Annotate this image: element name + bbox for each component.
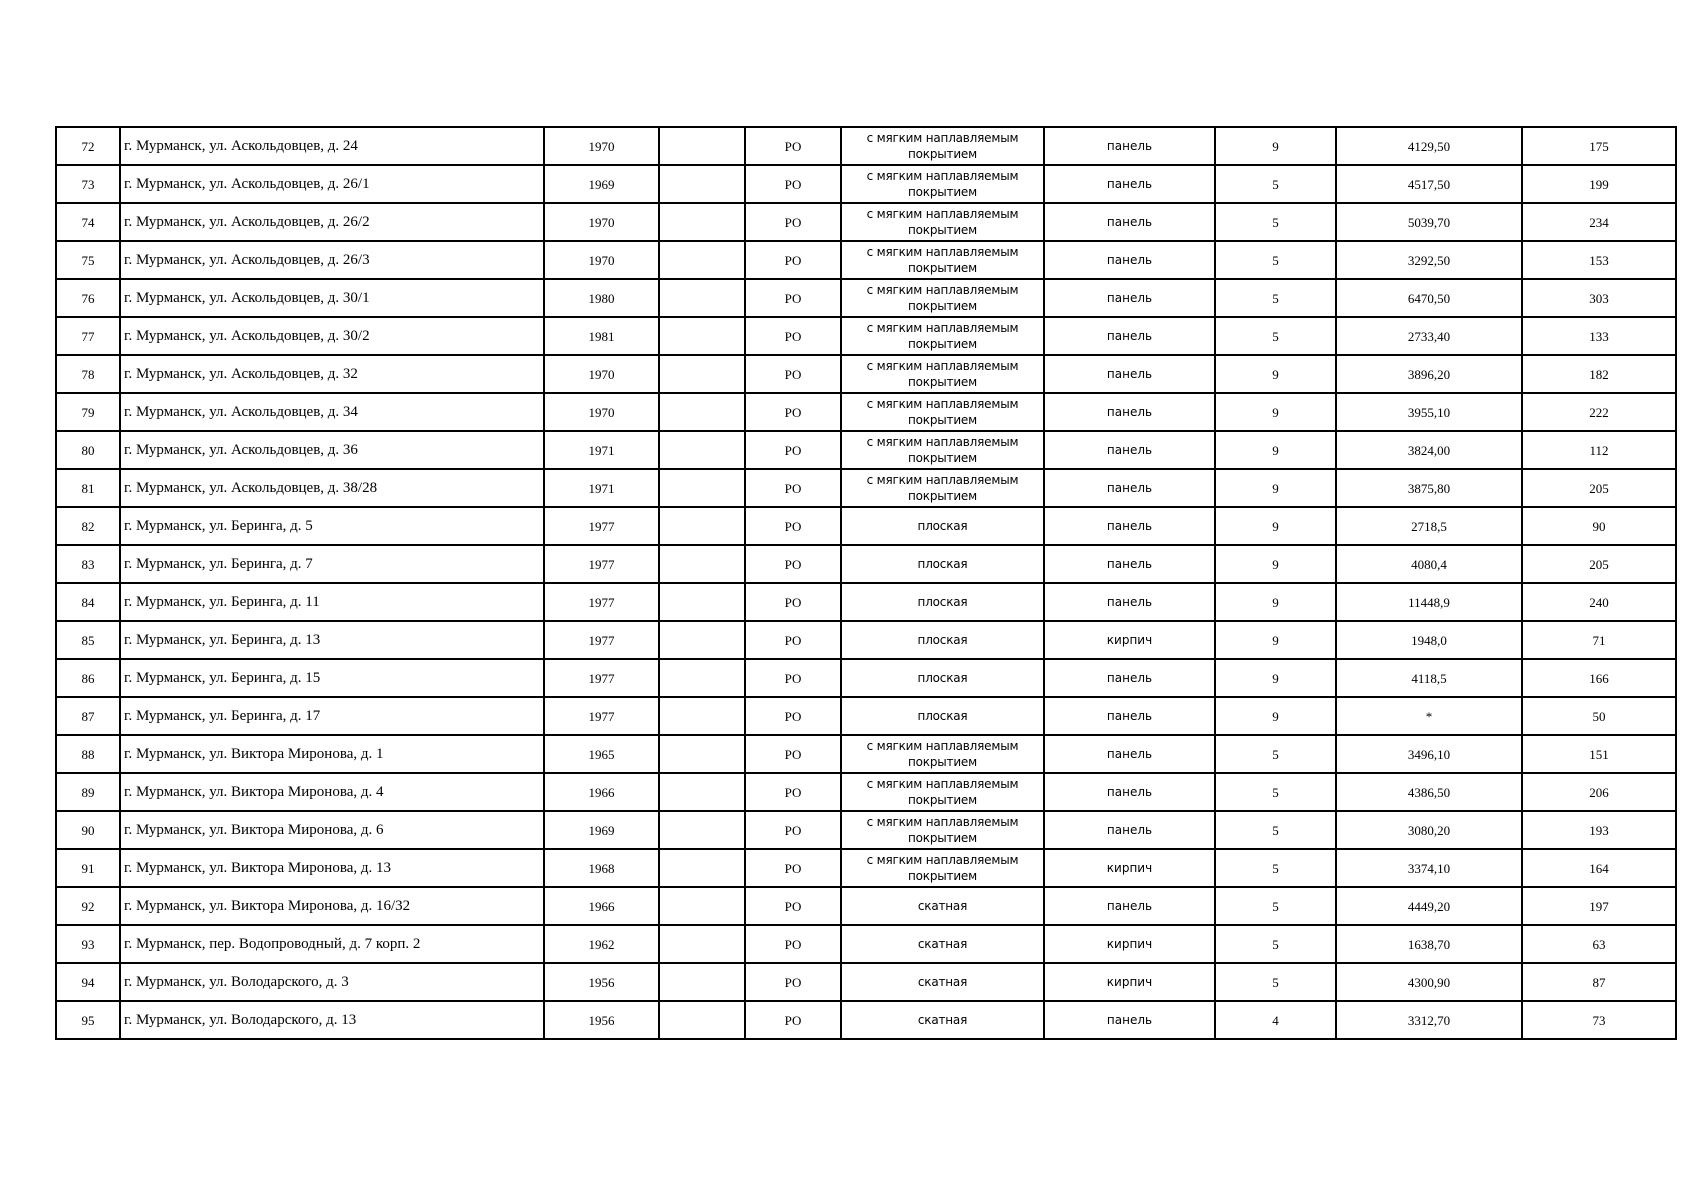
- year-cell: 1971: [544, 469, 659, 507]
- table-row: [56, 469, 1676, 507]
- roof-type-cell: плоская: [841, 583, 1044, 621]
- address-cell: г. Мурманск, ул. Аскольдовцев, д. 26/3: [120, 241, 544, 279]
- address-cell: г. Мурманск, ул. Виктора Миронова, д. 13: [120, 849, 544, 887]
- table-row: [56, 355, 1676, 393]
- year-cell: 1970: [544, 203, 659, 241]
- address-cell: г. Мурманск, ул. Виктора Миронова, д. 16/32: [120, 887, 544, 925]
- roof-type-cell: с мягким наплавляемым покрытием: [841, 811, 1044, 849]
- table-row: [56, 659, 1676, 697]
- roof-type-cell: с мягким наплавляемым покрытием: [841, 469, 1044, 507]
- table-row: [56, 811, 1676, 849]
- area-cell: 5039,70: [1336, 203, 1522, 241]
- wall-material-cell: панель: [1044, 545, 1215, 583]
- empty-cell: [659, 887, 745, 925]
- floors-cell: 5: [1215, 203, 1336, 241]
- empty-cell: [659, 241, 745, 279]
- year-cell: 1956: [544, 1001, 659, 1039]
- wall-material-cell: панель: [1044, 431, 1215, 469]
- table-row: [56, 165, 1676, 203]
- row-number-cell: 87: [56, 697, 120, 735]
- empty-cell: [659, 165, 745, 203]
- year-cell: 1970: [544, 355, 659, 393]
- table-row: [56, 925, 1676, 963]
- residents-cell: 175: [1522, 127, 1676, 165]
- area-cell: 4300,90: [1336, 963, 1522, 1001]
- roof-type-cell: с мягким наплавляемым покрытием: [841, 849, 1044, 887]
- table-row: [56, 431, 1676, 469]
- empty-cell: [659, 963, 745, 1001]
- empty-cell: [659, 735, 745, 773]
- wall-material-cell: кирпич: [1044, 963, 1215, 1001]
- year-cell: 1977: [544, 507, 659, 545]
- address-cell: г. Мурманск, ул. Беринга, д. 11: [120, 583, 544, 621]
- empty-cell: [659, 925, 745, 963]
- fund-cell: РО: [745, 735, 841, 773]
- year-cell: 1980: [544, 279, 659, 317]
- area-cell: *: [1336, 697, 1522, 735]
- address-cell: г. Мурманск, ул. Аскольдовцев, д. 24: [120, 127, 544, 165]
- roof-type-cell: с мягким наплавляемым покрытием: [841, 431, 1044, 469]
- row-number-cell: 74: [56, 203, 120, 241]
- table-row: [56, 507, 1676, 545]
- address-cell: г. Мурманск, ул. Виктора Миронова, д. 1: [120, 735, 544, 773]
- area-cell: 1638,70: [1336, 925, 1522, 963]
- floors-cell: 9: [1215, 621, 1336, 659]
- floors-cell: 9: [1215, 393, 1336, 431]
- address-cell: г. Мурманск, ул. Беринга, д. 17: [120, 697, 544, 735]
- table-body: [56, 127, 1676, 1039]
- table-row: [56, 545, 1676, 583]
- residents-cell: 193: [1522, 811, 1676, 849]
- wall-material-cell: панель: [1044, 887, 1215, 925]
- row-number-cell: 82: [56, 507, 120, 545]
- wall-material-cell: панель: [1044, 583, 1215, 621]
- year-cell: 1968: [544, 849, 659, 887]
- fund-cell: РО: [745, 621, 841, 659]
- row-number-cell: 88: [56, 735, 120, 773]
- residents-cell: 206: [1522, 773, 1676, 811]
- floors-cell: 9: [1215, 507, 1336, 545]
- floors-cell: 5: [1215, 735, 1336, 773]
- address-cell: г. Мурманск, ул. Беринга, д. 7: [120, 545, 544, 583]
- address-cell: г. Мурманск, ул. Аскольдовцев, д. 30/2: [120, 317, 544, 355]
- year-cell: 1970: [544, 393, 659, 431]
- address-cell: г. Мурманск, ул. Беринга, д. 13: [120, 621, 544, 659]
- area-cell: 1948,0: [1336, 621, 1522, 659]
- roof-type-cell: с мягким наплавляемым покрытием: [841, 165, 1044, 203]
- roof-type-cell: с мягким наплавляемым покрытием: [841, 203, 1044, 241]
- address-cell: г. Мурманск, ул. Аскольдовцев, д. 38/28: [120, 469, 544, 507]
- empty-cell: [659, 621, 745, 659]
- empty-cell: [659, 545, 745, 583]
- fund-cell: РО: [745, 203, 841, 241]
- table-row: [56, 697, 1676, 735]
- roof-type-cell: плоская: [841, 545, 1044, 583]
- residents-cell: 303: [1522, 279, 1676, 317]
- address-cell: г. Мурманск, пер. Водопроводный, д. 7 корп. 2: [120, 925, 544, 963]
- row-number-cell: 89: [56, 773, 120, 811]
- empty-cell: [659, 279, 745, 317]
- year-cell: 1966: [544, 887, 659, 925]
- address-cell: г. Мурманск, ул. Володарского, д. 13: [120, 1001, 544, 1039]
- fund-cell: РО: [745, 849, 841, 887]
- area-cell: 4129,50: [1336, 127, 1522, 165]
- roof-type-cell: скатная: [841, 887, 1044, 925]
- roof-type-cell: с мягким наплавляемым покрытием: [841, 279, 1044, 317]
- residents-cell: 151: [1522, 735, 1676, 773]
- wall-material-cell: панель: [1044, 127, 1215, 165]
- year-cell: 1965: [544, 735, 659, 773]
- roof-type-cell: скатная: [841, 963, 1044, 1001]
- row-number-cell: 93: [56, 925, 120, 963]
- table-row: [56, 773, 1676, 811]
- fund-cell: РО: [745, 545, 841, 583]
- area-cell: 3955,10: [1336, 393, 1522, 431]
- row-number-cell: 78: [56, 355, 120, 393]
- table-row: [56, 127, 1676, 165]
- year-cell: 1971: [544, 431, 659, 469]
- empty-cell: [659, 127, 745, 165]
- floors-cell: 5: [1215, 773, 1336, 811]
- fund-cell: РО: [745, 1001, 841, 1039]
- roof-type-cell: с мягким наплавляемым покрытием: [841, 241, 1044, 279]
- residents-cell: 73: [1522, 1001, 1676, 1039]
- floors-cell: 9: [1215, 583, 1336, 621]
- roof-type-cell: с мягким наплавляемым покрытием: [841, 127, 1044, 165]
- table-row: [56, 317, 1676, 355]
- residents-cell: 166: [1522, 659, 1676, 697]
- fund-cell: РО: [745, 963, 841, 1001]
- year-cell: 1969: [544, 165, 659, 203]
- floors-cell: 9: [1215, 355, 1336, 393]
- wall-material-cell: панель: [1044, 393, 1215, 431]
- floors-cell: 5: [1215, 887, 1336, 925]
- table-row: [56, 735, 1676, 773]
- row-number-cell: 75: [56, 241, 120, 279]
- year-cell: 1970: [544, 127, 659, 165]
- area-cell: 2733,40: [1336, 317, 1522, 355]
- area-cell: 4118,5: [1336, 659, 1522, 697]
- floors-cell: 5: [1215, 849, 1336, 887]
- fund-cell: РО: [745, 469, 841, 507]
- residents-cell: 164: [1522, 849, 1676, 887]
- row-number-cell: 95: [56, 1001, 120, 1039]
- residents-cell: 87: [1522, 963, 1676, 1001]
- row-number-cell: 72: [56, 127, 120, 165]
- residents-cell: 50: [1522, 697, 1676, 735]
- empty-cell: [659, 697, 745, 735]
- wall-material-cell: панель: [1044, 279, 1215, 317]
- residents-cell: 112: [1522, 431, 1676, 469]
- empty-cell: [659, 811, 745, 849]
- floors-cell: 9: [1215, 431, 1336, 469]
- row-number-cell: 92: [56, 887, 120, 925]
- roof-type-cell: с мягким наплавляемым покрытием: [841, 317, 1044, 355]
- floors-cell: 9: [1215, 127, 1336, 165]
- year-cell: 1966: [544, 773, 659, 811]
- empty-cell: [659, 469, 745, 507]
- area-cell: 11448,9: [1336, 583, 1522, 621]
- table-row: [56, 203, 1676, 241]
- fund-cell: РО: [745, 355, 841, 393]
- floors-cell: 9: [1215, 545, 1336, 583]
- empty-cell: [659, 849, 745, 887]
- residents-cell: 90: [1522, 507, 1676, 545]
- year-cell: 1981: [544, 317, 659, 355]
- empty-cell: [659, 1001, 745, 1039]
- area-cell: 2718,5: [1336, 507, 1522, 545]
- fund-cell: РО: [745, 507, 841, 545]
- floors-cell: 4: [1215, 1001, 1336, 1039]
- address-cell: г. Мурманск, ул. Виктора Миронова, д. 6: [120, 811, 544, 849]
- residents-cell: 153: [1522, 241, 1676, 279]
- address-cell: г. Мурманск, ул. Аскольдовцев, д. 30/1: [120, 279, 544, 317]
- area-cell: 4449,20: [1336, 887, 1522, 925]
- table-row: [56, 963, 1676, 1001]
- table-row: [56, 1001, 1676, 1039]
- year-cell: 1970: [544, 241, 659, 279]
- roof-type-cell: плоская: [841, 507, 1044, 545]
- fund-cell: РО: [745, 279, 841, 317]
- fund-cell: РО: [745, 241, 841, 279]
- fund-cell: РО: [745, 583, 841, 621]
- year-cell: 1969: [544, 811, 659, 849]
- roof-type-cell: плоская: [841, 621, 1044, 659]
- area-cell: 3496,10: [1336, 735, 1522, 773]
- wall-material-cell: кирпич: [1044, 849, 1215, 887]
- residents-cell: 205: [1522, 545, 1676, 583]
- empty-cell: [659, 431, 745, 469]
- area-cell: 4080,4: [1336, 545, 1522, 583]
- fund-cell: РО: [745, 659, 841, 697]
- fund-cell: РО: [745, 811, 841, 849]
- area-cell: 4517,50: [1336, 165, 1522, 203]
- row-number-cell: 77: [56, 317, 120, 355]
- wall-material-cell: панель: [1044, 1001, 1215, 1039]
- year-cell: 1977: [544, 545, 659, 583]
- empty-cell: [659, 355, 745, 393]
- table-row: [56, 241, 1676, 279]
- year-cell: 1977: [544, 583, 659, 621]
- fund-cell: РО: [745, 431, 841, 469]
- wall-material-cell: панель: [1044, 507, 1215, 545]
- fund-cell: РО: [745, 887, 841, 925]
- row-number-cell: 84: [56, 583, 120, 621]
- area-cell: 3896,20: [1336, 355, 1522, 393]
- residents-cell: 71: [1522, 621, 1676, 659]
- wall-material-cell: панель: [1044, 811, 1215, 849]
- residents-cell: 222: [1522, 393, 1676, 431]
- table-row: [56, 583, 1676, 621]
- row-number-cell: 94: [56, 963, 120, 1001]
- wall-material-cell: панель: [1044, 735, 1215, 773]
- address-cell: г. Мурманск, ул. Виктора Миронова, д. 4: [120, 773, 544, 811]
- roof-type-cell: с мягким наплавляемым покрытием: [841, 393, 1044, 431]
- area-cell: 3374,10: [1336, 849, 1522, 887]
- wall-material-cell: панель: [1044, 317, 1215, 355]
- table-row: [56, 279, 1676, 317]
- floors-cell: 5: [1215, 811, 1336, 849]
- area-cell: 3312,70: [1336, 1001, 1522, 1039]
- floors-cell: 5: [1215, 165, 1336, 203]
- empty-cell: [659, 507, 745, 545]
- table-row: [56, 887, 1676, 925]
- roof-type-cell: плоская: [841, 659, 1044, 697]
- address-cell: г. Мурманск, ул. Аскольдовцев, д. 26/1: [120, 165, 544, 203]
- area-cell: 4386,50: [1336, 773, 1522, 811]
- housing-registry-table: [55, 126, 1677, 1040]
- table-row: [56, 849, 1676, 887]
- residents-cell: 240: [1522, 583, 1676, 621]
- year-cell: 1956: [544, 963, 659, 1001]
- empty-cell: [659, 393, 745, 431]
- roof-type-cell: скатная: [841, 925, 1044, 963]
- residents-cell: 133: [1522, 317, 1676, 355]
- floors-cell: 9: [1215, 469, 1336, 507]
- fund-cell: РО: [745, 317, 841, 355]
- empty-cell: [659, 773, 745, 811]
- row-number-cell: 85: [56, 621, 120, 659]
- address-cell: г. Мурманск, ул. Володарского, д. 3: [120, 963, 544, 1001]
- fund-cell: РО: [745, 127, 841, 165]
- floors-cell: 9: [1215, 659, 1336, 697]
- wall-material-cell: кирпич: [1044, 925, 1215, 963]
- row-number-cell: 73: [56, 165, 120, 203]
- row-number-cell: 86: [56, 659, 120, 697]
- row-number-cell: 83: [56, 545, 120, 583]
- table-row: [56, 621, 1676, 659]
- residents-cell: 63: [1522, 925, 1676, 963]
- wall-material-cell: панель: [1044, 203, 1215, 241]
- wall-material-cell: кирпич: [1044, 621, 1215, 659]
- address-cell: г. Мурманск, ул. Аскольдовцев, д. 26/2: [120, 203, 544, 241]
- wall-material-cell: панель: [1044, 241, 1215, 279]
- floors-cell: 5: [1215, 925, 1336, 963]
- address-cell: г. Мурманск, ул. Аскольдовцев, д. 36: [120, 431, 544, 469]
- residents-cell: 182: [1522, 355, 1676, 393]
- wall-material-cell: панель: [1044, 165, 1215, 203]
- address-cell: г. Мурманск, ул. Аскольдовцев, д. 34: [120, 393, 544, 431]
- floors-cell: 5: [1215, 241, 1336, 279]
- area-cell: 3080,20: [1336, 811, 1522, 849]
- residents-cell: 234: [1522, 203, 1676, 241]
- fund-cell: РО: [745, 393, 841, 431]
- empty-cell: [659, 583, 745, 621]
- address-cell: г. Мурманск, ул. Беринга, д. 5: [120, 507, 544, 545]
- row-number-cell: 81: [56, 469, 120, 507]
- wall-material-cell: панель: [1044, 469, 1215, 507]
- year-cell: 1962: [544, 925, 659, 963]
- wall-material-cell: панель: [1044, 697, 1215, 735]
- floors-cell: 5: [1215, 317, 1336, 355]
- fund-cell: РО: [745, 925, 841, 963]
- roof-type-cell: с мягким наплавляемым покрытием: [841, 773, 1044, 811]
- address-cell: г. Мурманск, ул. Беринга, д. 15: [120, 659, 544, 697]
- floors-cell: 9: [1215, 697, 1336, 735]
- table-row: [56, 393, 1676, 431]
- row-number-cell: 90: [56, 811, 120, 849]
- area-cell: 3292,50: [1336, 241, 1522, 279]
- residents-cell: 197: [1522, 887, 1676, 925]
- year-cell: 1977: [544, 659, 659, 697]
- wall-material-cell: панель: [1044, 659, 1215, 697]
- row-number-cell: 79: [56, 393, 120, 431]
- floors-cell: 5: [1215, 279, 1336, 317]
- wall-material-cell: панель: [1044, 355, 1215, 393]
- fund-cell: РО: [745, 165, 841, 203]
- area-cell: 3875,80: [1336, 469, 1522, 507]
- empty-cell: [659, 317, 745, 355]
- empty-cell: [659, 659, 745, 697]
- area-cell: 6470,50: [1336, 279, 1522, 317]
- residents-cell: 205: [1522, 469, 1676, 507]
- residents-cell: 199: [1522, 165, 1676, 203]
- empty-cell: [659, 203, 745, 241]
- roof-type-cell: скатная: [841, 1001, 1044, 1039]
- row-number-cell: 91: [56, 849, 120, 887]
- year-cell: 1977: [544, 621, 659, 659]
- roof-type-cell: с мягким наплавляемым покрытием: [841, 735, 1044, 773]
- fund-cell: РО: [745, 697, 841, 735]
- row-number-cell: 76: [56, 279, 120, 317]
- area-cell: 3824,00: [1336, 431, 1522, 469]
- row-number-cell: 80: [56, 431, 120, 469]
- year-cell: 1977: [544, 697, 659, 735]
- floors-cell: 5: [1215, 963, 1336, 1001]
- roof-type-cell: с мягким наплавляемым покрытием: [841, 355, 1044, 393]
- address-cell: г. Мурманск, ул. Аскольдовцев, д. 32: [120, 355, 544, 393]
- roof-type-cell: плоская: [841, 697, 1044, 735]
- fund-cell: РО: [745, 773, 841, 811]
- registry-sheet: [55, 126, 1675, 1040]
- wall-material-cell: панель: [1044, 773, 1215, 811]
